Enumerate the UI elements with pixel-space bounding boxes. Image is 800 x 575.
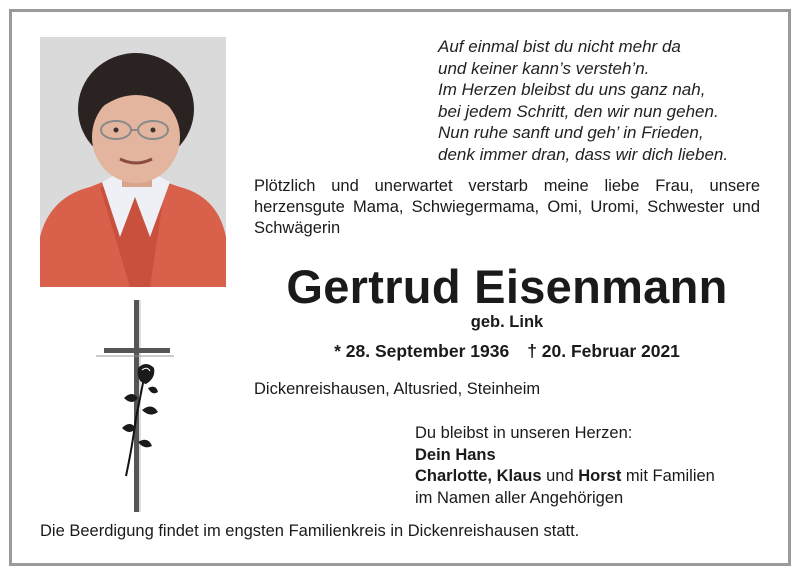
mourner-families: mit Familien bbox=[621, 467, 715, 485]
life-dates bbox=[254, 341, 760, 362]
birth-date: * 28. September 1936 bbox=[334, 341, 510, 361]
mourner-husband: Dein Hans bbox=[415, 445, 496, 464]
poem-line: denk immer dran, dass wir dich lieben. bbox=[438, 144, 729, 164]
intro-text: Plötzlich und unerwartet verstarb meine liebe Frau, unsere herzensgute Mama, Schwiegermama, Omi, Uromi, Schwester und Schwägerin bbox=[254, 177, 760, 237]
mourners-children bbox=[415, 466, 715, 488]
deceased-name: Gertrud Eisenmann bbox=[286, 260, 728, 313]
mourners-intro: Du bleibst in unseren Herzen: bbox=[415, 424, 633, 442]
mourners-block bbox=[415, 423, 715, 509]
funeral-note: Die Beerdigung findet im engsten Familienkreis in Dickenreishausen statt. bbox=[40, 522, 580, 540]
poem bbox=[438, 36, 778, 165]
death-date: † 20. Februar 2021 bbox=[527, 341, 680, 361]
poem-line: Im Herzen bleibst du uns ganz nah, bbox=[438, 80, 706, 99]
cross-with-rose bbox=[94, 298, 184, 514]
mourner-and: und bbox=[541, 467, 579, 485]
mourner-names: Charlotte, Klaus bbox=[415, 467, 542, 485]
portrait-image bbox=[40, 37, 226, 287]
mourner-name: Horst bbox=[578, 467, 622, 485]
poem-line: Nun ruhe sanft und geh’ in Frieden, bbox=[438, 123, 704, 142]
cross-icon bbox=[94, 298, 184, 514]
birth-name: geb. Link bbox=[470, 313, 544, 331]
poem-line: und keiner kann’s versteh’n. bbox=[438, 58, 650, 78]
portrait-photo bbox=[40, 37, 226, 287]
places: Dickenreishausen, Altusried, Steinheim bbox=[254, 380, 541, 398]
poem-line: Auf einmal bist du nicht mehr da bbox=[438, 37, 681, 56]
poem-line: bei jedem Schritt, den wir nun gehen. bbox=[438, 101, 719, 121]
mourners-relatives: im Namen aller Angehörigen bbox=[415, 488, 624, 507]
